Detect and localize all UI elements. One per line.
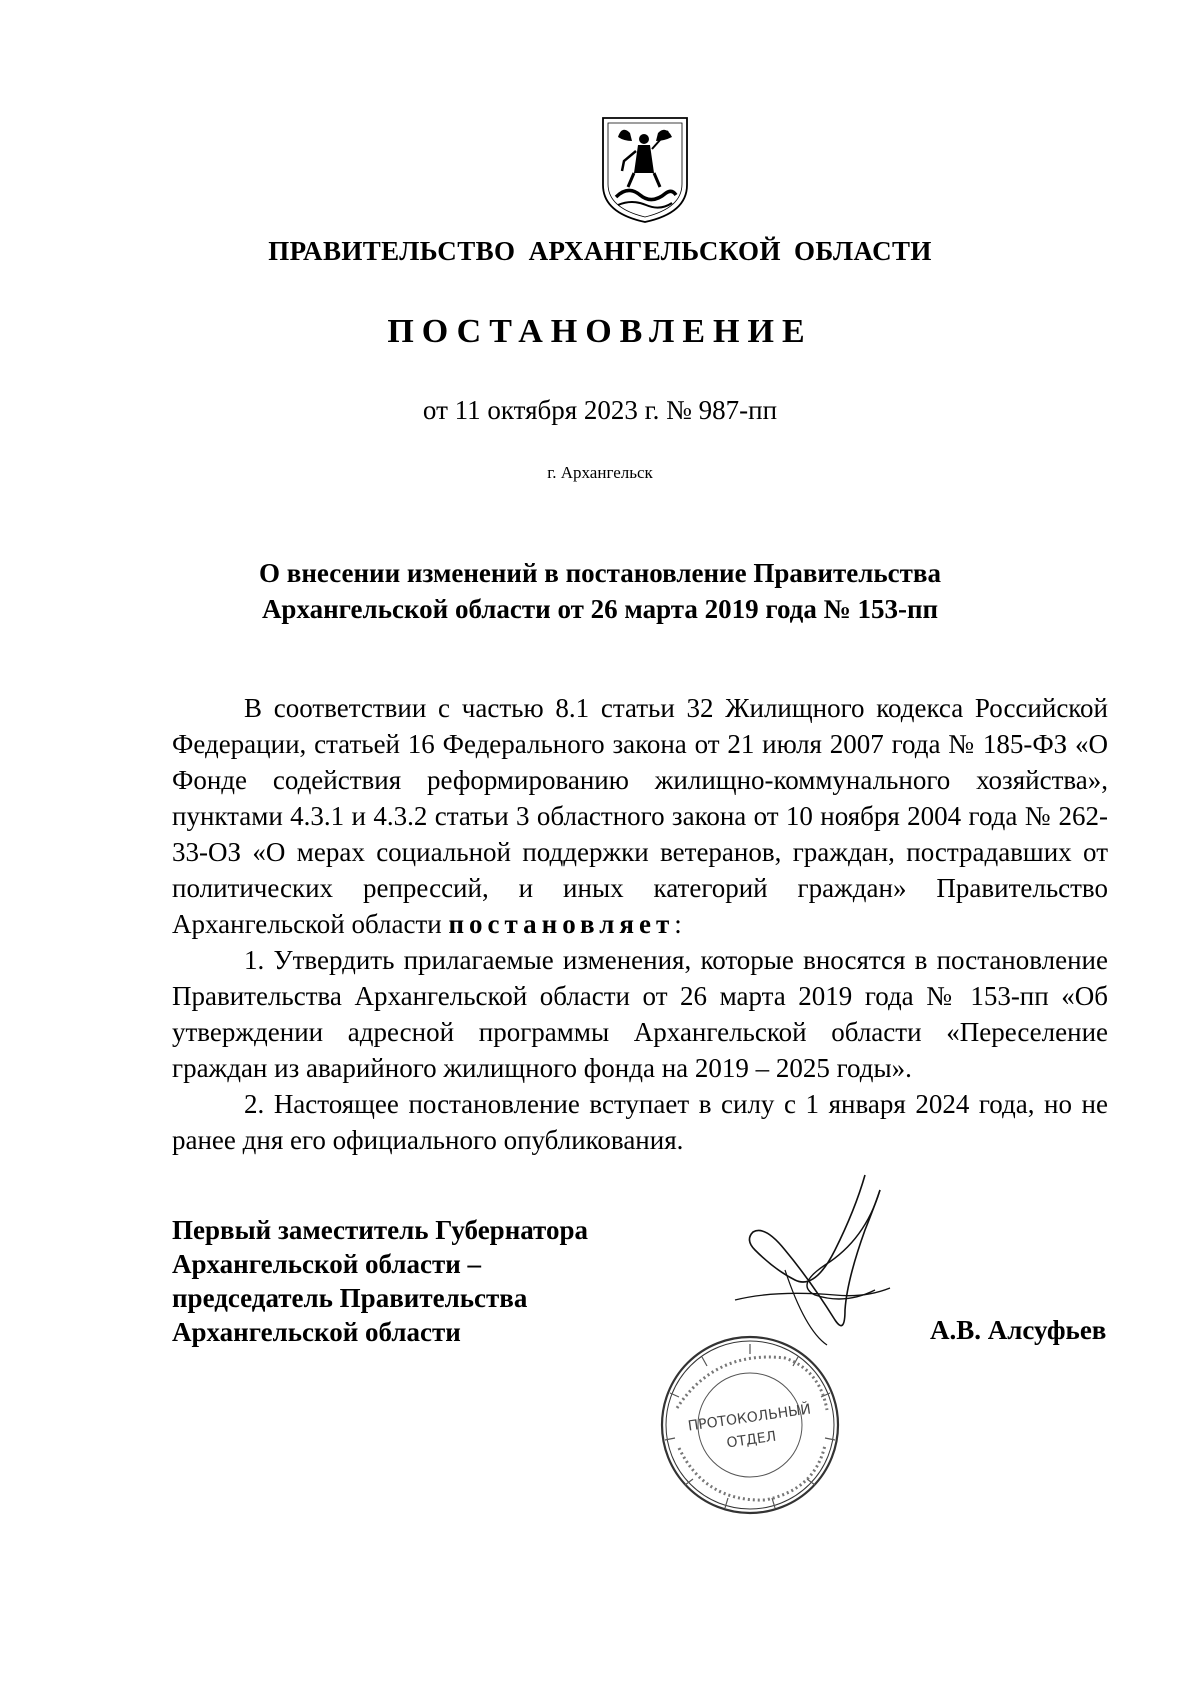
stamp-text: ОТДЕЛ — [725, 1428, 778, 1452]
signer-name: А.В. Алсуфьев — [930, 1315, 1107, 1345]
stamp-text: ПРОТОКОЛЬНЫЙ — [686, 1401, 812, 1435]
paragraph-text: В соответствии с частью 8.1 статьи 32 Жилищного кодекса Российской Федерации, статьей 16 Федерального закона от 21 июля 2007 года № 185-ФЗ «О Фонде содействия реформированию жилищно-коммунального хозяйства», пунктами 4.3.1 и 4.3.2 статьи 3 областного закона от 10 ноября 2004 года № 262-33-ОЗ «О мерах социальной поддержки ветеранов, граждан, пострадавших от политических репрессий, и иных категорий граждан» Правительство Архангельской области — [172, 693, 1108, 939]
document-body — [172, 690, 1108, 1158]
paragraph-colon: : — [674, 909, 682, 939]
document-type: ПОСТАНОВЛЕНИЕ — [387, 313, 813, 350]
signer-position — [172, 1213, 588, 1349]
document-city: г. Архангельск — [547, 463, 653, 482]
body-paragraph: 2. Настоящее постановление вступает в силу с 1 января 2024 года, но не ранее дня его официального опубликования. — [172, 1089, 1108, 1155]
signer-position-line: Архангельской области – — [172, 1249, 482, 1279]
round-stamp — [655, 1330, 845, 1525]
resolution-keyword: постановляет — [448, 909, 675, 939]
signer-position-line: Первый заместитель Губернатора — [172, 1215, 588, 1245]
document-subject — [0, 555, 1200, 627]
body-paragraph — [172, 690, 1108, 942]
coat-of-arms-icon — [600, 115, 690, 230]
signer-position-line: Архангельской области — [172, 1317, 461, 1347]
body-paragraph: 1. Утвердить прилагаемые изменения, которые вносятся в постановление Правительства Архангельской области от 26 марта 2019 года № 153-пп «Об утверждении адресной программы Архангельской области «Переселение граждан из аварийного жилищного фонда на 2019 – 2025 годы». — [172, 945, 1108, 1083]
subject-line: О внесении изменений в постановление Правительства — [259, 558, 941, 588]
government-title: ПРАВИТЕЛЬСТВО АРХАНГЕЛЬСКОЙ ОБЛАСТИ — [268, 236, 932, 266]
subject-line: Архангельской области от 26 марта 2019 года № 153-пп — [261, 594, 939, 624]
signer-position-line: председатель Правительства — [172, 1283, 528, 1313]
document-date-number: от 11 октября 2023 г. № 987-пп — [422, 395, 778, 425]
